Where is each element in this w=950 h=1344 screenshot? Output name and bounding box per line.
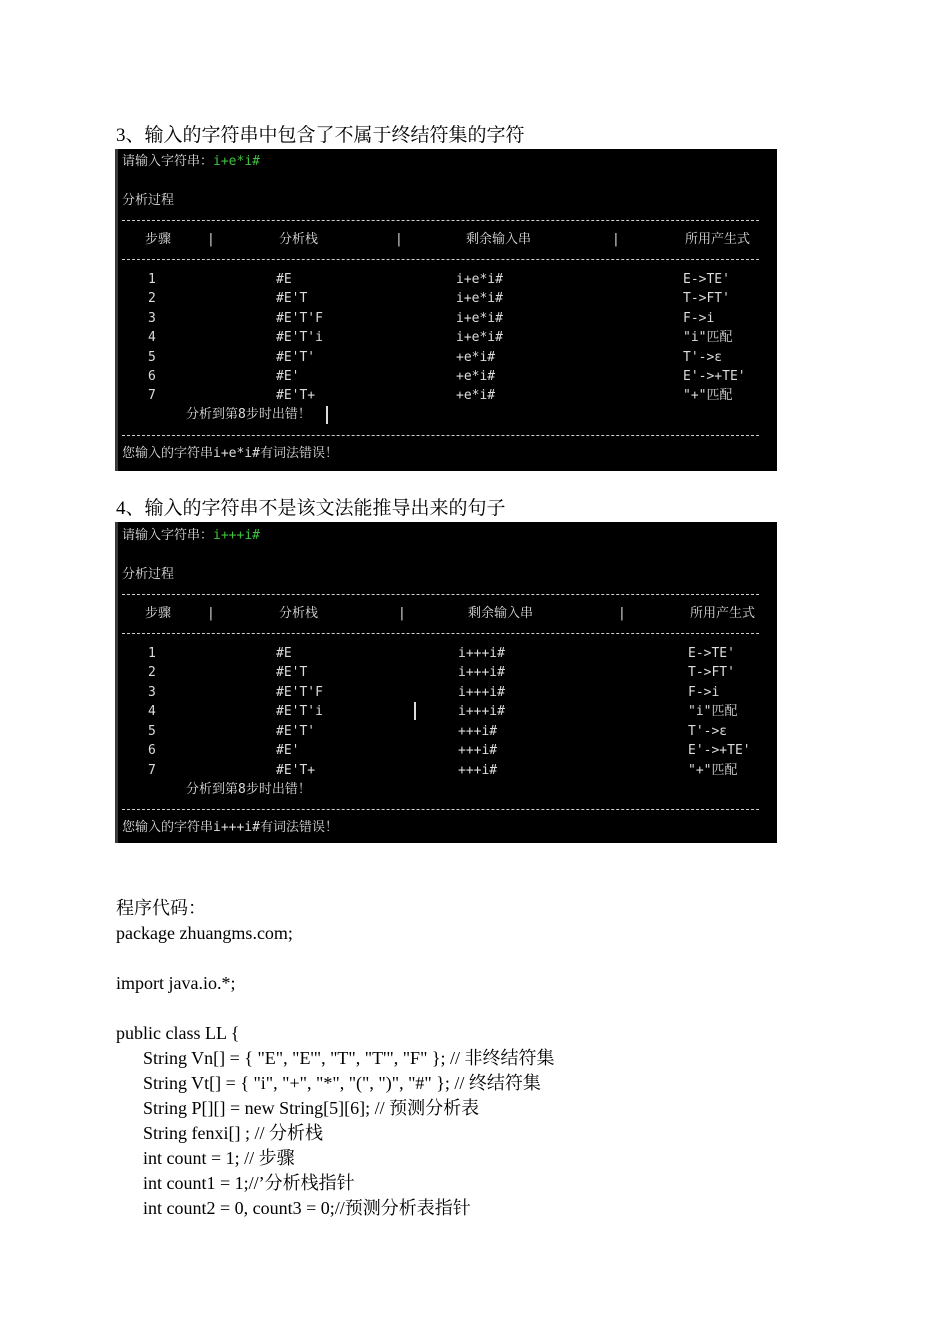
header-production: 所用产生式 <box>690 606 756 621</box>
text-cursor <box>414 702 416 720</box>
row-step: 7 <box>148 763 156 778</box>
row-production: E->TE' <box>688 646 735 661</box>
row-production: F->i <box>683 311 715 326</box>
process-label: 分析过程 <box>122 567 175 582</box>
error-line: 分析到第8步时出错！ <box>186 407 311 422</box>
row-input: +e*i# <box>456 350 496 365</box>
dashed-divider <box>122 594 759 595</box>
row-stack: #E <box>276 646 292 661</box>
row-step: 6 <box>148 369 156 384</box>
row-input: i+++i# <box>458 685 505 700</box>
prompt-line <box>122 527 260 545</box>
console-screenshot-4 <box>115 522 777 843</box>
section-3-heading: 3、输入的字符串中包含了不属于终结符集的字符 <box>116 125 525 146</box>
header-sep: | <box>612 232 620 247</box>
result-line: 您输入的字符串i+++i#有词法错误！ <box>122 820 338 835</box>
dashed-divider <box>122 435 759 436</box>
dashed-divider <box>122 220 759 221</box>
row-production: "+"匹配 <box>683 388 733 403</box>
header-sep: | <box>618 606 626 621</box>
text-cursor <box>326 406 328 424</box>
row-stack: #E'T'F <box>276 311 323 326</box>
row-stack: #E'T'i <box>276 330 323 345</box>
code-line: String fenxi[] ; // 分析栈 <box>116 1123 323 1143</box>
row-step: 5 <box>148 350 156 365</box>
header-remaining-input: 剩余输入串 <box>466 232 532 247</box>
row-production: E->TE' <box>683 272 730 287</box>
prompt-line <box>122 153 260 171</box>
header-sep: | <box>398 606 406 621</box>
result-line: 您输入的字符串i+e*i#有词法错误！ <box>122 446 338 461</box>
row-input: i+e*i# <box>456 291 503 306</box>
row-input: i+++i# <box>458 665 505 680</box>
row-stack: #E <box>276 272 292 287</box>
row-input: i+e*i# <box>456 311 503 326</box>
row-input: +e*i# <box>456 369 496 384</box>
header-step: 步骤 <box>145 606 172 621</box>
row-step: 1 <box>148 272 156 287</box>
row-step: 7 <box>148 388 156 403</box>
code-title: 程序代码： <box>116 898 206 918</box>
header-step: 步骤 <box>145 232 172 247</box>
prompt-input: i+e*i# <box>213 154 260 169</box>
code-line: String P[][] = new String[5][6]; // 预测分析表 <box>116 1098 480 1118</box>
row-step: 3 <box>148 685 156 700</box>
code-line: public class LL { <box>116 1023 240 1043</box>
header-production: 所用产生式 <box>685 232 751 247</box>
row-production: T'->ε <box>688 724 728 739</box>
row-production: T->FT' <box>683 291 730 306</box>
code-line: package zhuangms.com; <box>116 923 293 943</box>
row-step: 2 <box>148 291 156 306</box>
code-line: import java.io.*; <box>116 973 236 993</box>
prompt-input: i+++i# <box>213 528 260 543</box>
row-input: +++i# <box>458 743 498 758</box>
row-input: i+++i# <box>458 704 505 719</box>
header-sep: | <box>207 606 215 621</box>
row-step: 4 <box>148 330 156 345</box>
row-production: E'->+TE' <box>683 369 746 384</box>
row-step: 2 <box>148 665 156 680</box>
code-line: String Vn[] = { "E", "E'", "T", "T'", "F" }; // 非终结符集 <box>116 1048 555 1068</box>
row-input: +e*i# <box>456 388 496 403</box>
row-stack: #E' <box>276 743 300 758</box>
error-line: 分析到第8步时出错！ <box>186 782 311 797</box>
row-input: +++i# <box>458 724 498 739</box>
dashed-divider <box>122 809 759 810</box>
row-step: 3 <box>148 311 156 326</box>
row-production: "i"匹配 <box>683 330 733 345</box>
row-production: "+"匹配 <box>688 763 738 778</box>
dashed-divider <box>122 633 759 634</box>
code-line: int count1 = 1;//’分析栈指针 <box>116 1173 355 1193</box>
row-stack: #E'T'i <box>276 704 323 719</box>
row-stack: #E'T' <box>276 724 316 739</box>
process-label: 分析过程 <box>122 193 175 208</box>
header-sep: | <box>395 232 403 247</box>
row-stack: #E'T <box>276 291 308 306</box>
code-line: String Vt[] = { "i", "+", "*", "(", ")", "#" }; // 终结符集 <box>116 1073 541 1093</box>
row-production: "i"匹配 <box>688 704 738 719</box>
header-stack: 分析栈 <box>279 606 319 621</box>
row-stack: #E'T+ <box>276 763 316 778</box>
console-screenshot-3 <box>115 149 777 471</box>
row-input: i+e*i# <box>456 272 503 287</box>
row-production: T'->ε <box>683 350 723 365</box>
row-stack: #E'T' <box>276 350 316 365</box>
prompt-label: 请输入字符串： <box>122 154 214 169</box>
row-input: i+++i# <box>458 646 505 661</box>
row-stack: #E'T'F <box>276 685 323 700</box>
row-input: i+e*i# <box>456 330 503 345</box>
row-production: T->FT' <box>688 665 735 680</box>
row-step: 4 <box>148 704 156 719</box>
row-input: +++i# <box>458 763 498 778</box>
header-stack: 分析栈 <box>279 232 319 247</box>
row-stack: #E'T <box>276 665 308 680</box>
row-production: F->i <box>688 685 720 700</box>
dashed-divider <box>122 259 759 260</box>
code-line: int count2 = 0, count3 = 0;//预测分析表指针 <box>116 1198 471 1218</box>
header-sep: | <box>207 232 215 247</box>
row-step: 5 <box>148 724 156 739</box>
row-step: 1 <box>148 646 156 661</box>
row-production: E'->+TE' <box>688 743 751 758</box>
row-step: 6 <box>148 743 156 758</box>
header-remaining-input: 剩余输入串 <box>468 606 534 621</box>
row-stack: #E'T+ <box>276 388 316 403</box>
row-stack: #E' <box>276 369 300 384</box>
section-4-heading: 4、输入的字符串不是该文法能推导出来的句子 <box>116 498 506 519</box>
prompt-label: 请输入字符串： <box>122 528 214 543</box>
code-line: int count = 1; // 步骤 <box>116 1148 295 1168</box>
